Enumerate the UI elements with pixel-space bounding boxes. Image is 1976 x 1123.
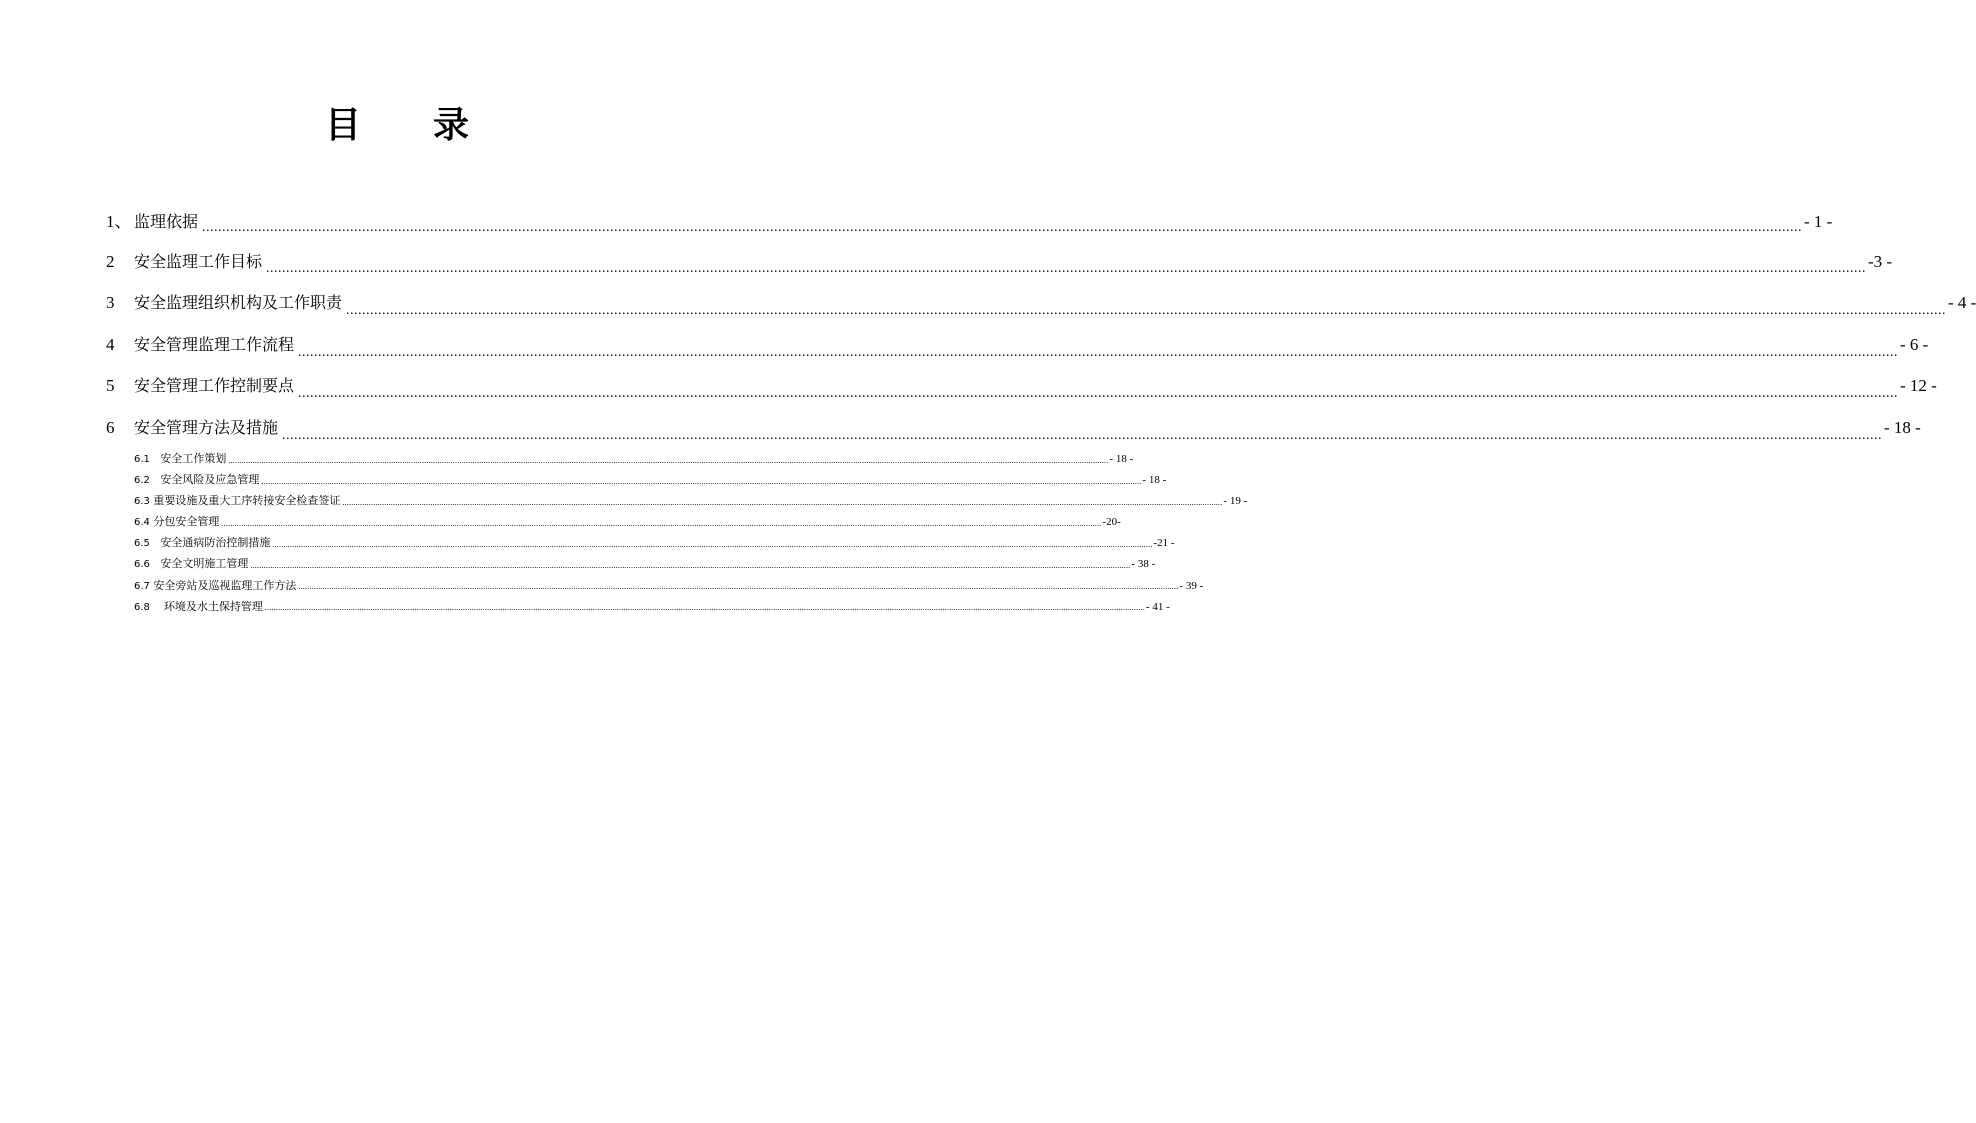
dot-leader: ................................................................................................................................................................................................................................................................................................................................................................................................................ — [298, 344, 1899, 360]
toc-subentry-page: - 41 - — [1145, 600, 1170, 613]
toc-subentry[interactable] — [106, 555, 1156, 576]
dot-leader: ................................................................................................................................................................................................................................................................................................................................................................................................................ — [250, 561, 1131, 571]
toc-entry-label: 安全监理工作目标 — [134, 251, 263, 271]
toc-subentry[interactable] — [106, 534, 1175, 555]
toc-subentry-number: 6.1 — [134, 454, 150, 465]
toc-subentry-label: 安全工作策划 — [149, 452, 227, 465]
dot-leader: ................................................................................................................................................................................................................................................................................................................................................................................................................ — [266, 261, 1867, 277]
toc-entry-number: 3 — [106, 293, 115, 313]
toc-subentry-number: 6.3 — [134, 496, 150, 508]
toc-entry-label: 安全管理方法及措施 — [134, 417, 279, 437]
toc-subentry-page: -21 - — [1153, 537, 1175, 550]
toc-entry[interactable] — [106, 207, 1833, 249]
dot-leader: ................................................................................................................................................................................................................................................................................................................................................................................................................ — [221, 518, 1102, 528]
toc-entry[interactable] — [106, 373, 1937, 415]
toc-main-list — [106, 207, 1976, 457]
toc-entry-label: 监理依据 — [134, 212, 199, 231]
toc-subentry-label: 安全旁站及巡视监理工作方法 — [149, 578, 297, 592]
dot-leader: ................................................................................................................................................................................................................................................................................................................................................................................................................ — [298, 386, 1899, 402]
toc-entry-number: 6 — [106, 417, 115, 437]
toc-subentry-number: 6.4 — [134, 517, 150, 529]
toc-subentry-number: 6.8 — [134, 601, 150, 613]
toc-subentry-label: 环境及水土保持管理 — [149, 599, 263, 613]
toc-entry-number: 2 — [106, 251, 115, 271]
dot-leader: ................................................................................................................................................................................................................................................................................................................................................................................................................ — [261, 476, 1142, 486]
toc-subentry-label: 安全风险及应急管理 — [149, 473, 260, 487]
toc-entry-number: 4 — [106, 334, 115, 354]
dot-leader: ................................................................................................................................................................................................................................................................................................................................................................................................................ — [282, 427, 1883, 443]
dot-leader: ................................................................................................................................................................................................................................................................................................................................................................................................................ — [342, 497, 1223, 507]
toc-subentry-number: 6.5 — [134, 538, 150, 550]
toc-entry-page: - 4 - — [1948, 293, 1976, 313]
toc-entry-label: 安全管理工作控制要点 — [134, 376, 295, 396]
toc-entry-page: - 18 - — [1884, 417, 1921, 437]
toc-subentry-number: 6.7 — [134, 580, 150, 592]
toc-subentry[interactable] — [106, 450, 1134, 471]
toc-subentry[interactable] — [106, 513, 1121, 534]
toc-subentry[interactable] — [106, 471, 1167, 492]
toc-subentry-page: - 18 - — [1142, 474, 1167, 487]
toc-entry-page: -3 - — [1868, 251, 1893, 271]
toc-subentry-page: - 18 - — [1109, 453, 1134, 465]
dot-leader: ................................................................................................................................................................................................................................................................................................................................................................................................................ — [346, 302, 1947, 318]
toc-entry[interactable] — [106, 290, 1976, 332]
toc-entry-page: - 1 - — [1804, 212, 1833, 231]
toc-sub-list — [106, 450, 1248, 619]
toc-subentry[interactable] — [106, 577, 1204, 598]
dot-leader: ................................................................................................................................................................................................................................................................................................................................................................................................................ — [228, 455, 1109, 465]
toc-entry-label: 安全管理监理工作流程 — [134, 334, 295, 354]
dot-leader: ................................................................................................................................................................................................................................................................................................................................................................................................................ — [202, 219, 1803, 235]
toc-entry-label: 安全监理组织机构及工作职责 — [134, 293, 343, 313]
toc-subentry-label: 重要设施及重大工序转接安全检查签证 — [149, 494, 341, 508]
toc-subentry-label: 安全通病防治控制措施 — [149, 536, 271, 550]
dot-leader: ................................................................................................................................................................................................................................................................................................................................................................................................................ — [298, 582, 1179, 592]
toc-subentry-page: - 39 - — [1179, 579, 1204, 592]
toc-subentry-page: -20- — [1102, 516, 1121, 529]
toc-entry-number: 5 — [106, 376, 115, 396]
toc-entry-page: - 6 - — [1900, 334, 1929, 354]
toc-entry-page: - 12 - — [1900, 376, 1937, 396]
toc-entry-number: 1、 — [106, 212, 132, 231]
dot-leader: ................................................................................................................................................................................................................................................................................................................................................................................................................ — [264, 603, 1145, 613]
toc-entry[interactable] — [106, 332, 1929, 374]
toc-entry[interactable] — [106, 249, 1893, 291]
toc-subentry-number: 6.2 — [134, 475, 150, 487]
toc-subentry-label: 安全文明施工管理 — [149, 557, 249, 571]
title-char-2: 录 — [433, 105, 470, 146]
dot-leader: ................................................................................................................................................................................................................................................................................................................................................................................................................ — [272, 539, 1153, 549]
toc-subentry-page: - 19 - — [1223, 495, 1248, 508]
toc-subentry-number: 6.6 — [134, 559, 150, 571]
toc-subentry[interactable] — [106, 492, 1248, 513]
page-title — [0, 104, 794, 148]
toc-subentry-label: 分包安全管理 — [149, 515, 220, 529]
toc-subentry[interactable] — [106, 598, 1170, 619]
title-char-1: 目 — [324, 105, 361, 146]
toc-subentry-page: - 38 - — [1131, 558, 1156, 571]
